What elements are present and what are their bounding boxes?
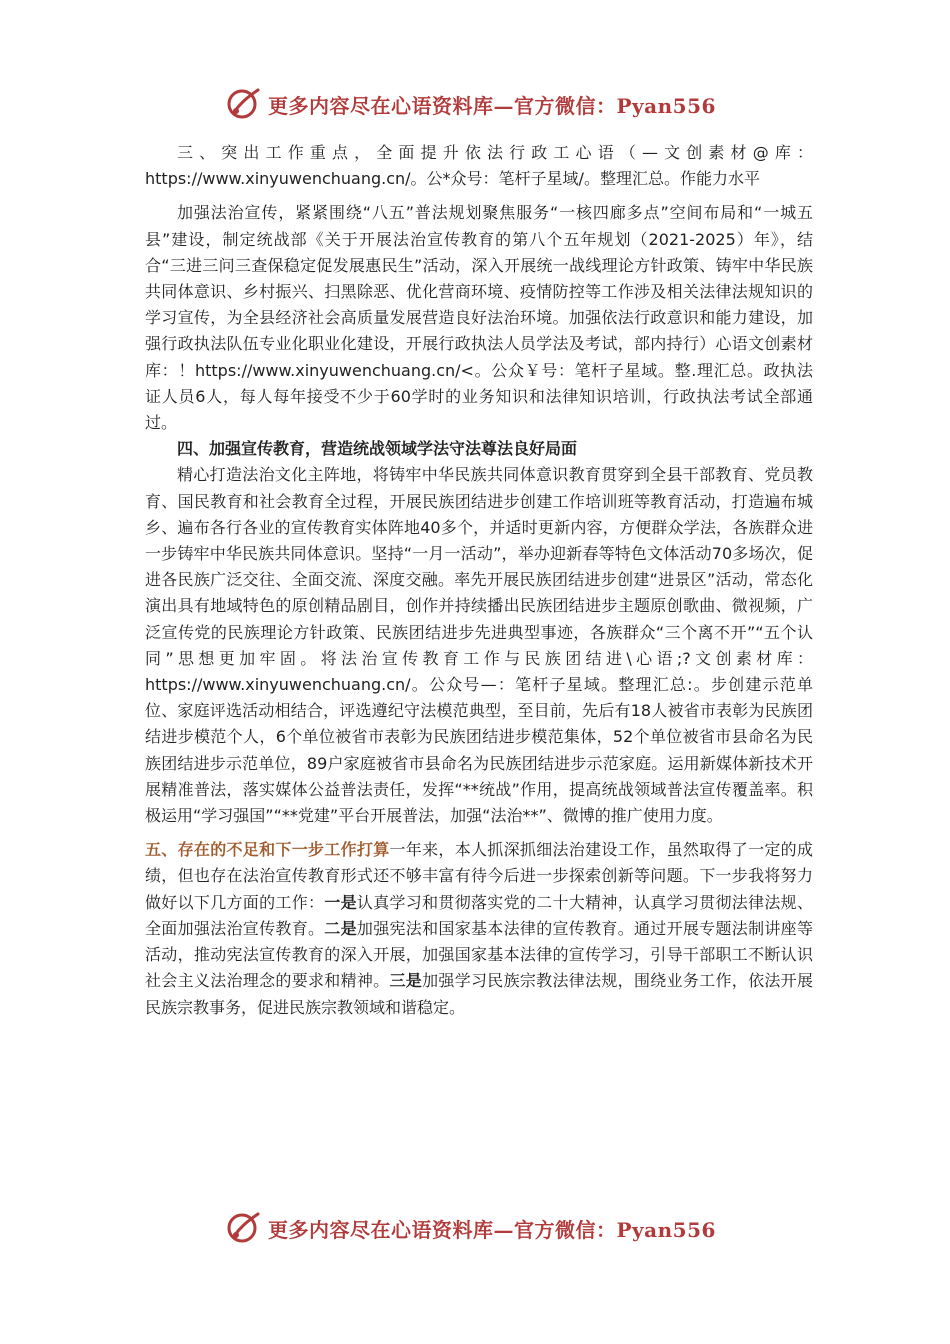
item2-text: 加强宪法和国家基本法律的宣传教育。通过开展专题法制讲座等活动，推动宪法宣传教育的深入开展，加强国家基本法律的宣传学习，引导干部职工不断认识社会主义法治理念的要求和精神。 <box>145 918 813 991</box>
section5-intro: 一年来，本人抓深抓细法治建设工作，虽然取得了一定的成绩，但也存在法治宣传教育形式还不够丰富有待今后进一步探索创新等问题。下一步我将努力做好以下几方面的工作： <box>145 840 813 912</box>
banner-text: 更多内容尽在心语资料库—官方微信：Pyan556 <box>268 93 716 118</box>
item2-label: 二是 <box>324 918 357 938</box>
ink-brush-logo-icon <box>226 1210 262 1246</box>
section4-body: 精心打造法治文化主阵地，将铸牢中华民族共同体意识教育贯穿到全县干部教育、党员教育、国民教育和社会教育全过程，开展民族团结进步创建工作培训班等教育活动，打造遍布城乡、遍布各行各业的宣传教育实体阵地40多个，并适时更新内容，方便群众学法，各族群众进一步铸牢中华民族共同体意识。坚持“一月一活动”，举办迎新春等特色文体活动70多场次，促进各民族广泛交往、全面交流、深度交融。率先开展民族团结进步创建“进景区”活动，常态化演出具有地域特色的原创精品剧目，创作并持续播出民族团结进步主题原创歌曲、微视频，广泛宣传党的民族理论方针政策、民族团结进步先进典型事迹，各族群众“三个离不开”“五个认同”思想更加牢固。将法治宣传教育工作与民族团结进\心语;?文创素材库：https://www.xinyuwenchuang.cn/。公众号—：笔杆子星域。整理汇总:。步创建示范单位、家庭评选活动相结合，评选遵纪守法模范典型，至目前，先后有18人被省市表彰为民族团结进步模范个人，6个单位被省市表彰为民族团结进步模范集体，52个单位被省市县命名为民族团结进步示范单位，89户家庭被省市县命名为民族团结进步示范家庭。运用新媒体新技术开展精准普法，落实媒体公益普法责任，发挥“**统战”作用，提高统战领域普法宣传覆盖率。积极运用“学习强国”“**党建”平台开展普法，加强“法治**”、微博的推广使用力度。 <box>145 465 813 826</box>
section4-heading: 四、加强宣传教育，营造统战领域学法守法尊法良好局面 <box>177 439 578 459</box>
item3-text: 加强学习民族宗教法律法规，围绕业务工作，依法开展民族宗教事务，促进民族宗教领域和谐稳定。 <box>145 971 813 1017</box>
item1-text: 认真学习和贯彻落实党的二十大精神，认真学习贯彻法律法规、全面加强法治宣传教育。 <box>145 892 813 938</box>
banner-text: 更多内容尽在心语资料库—官方微信：Pyan556 <box>268 1217 716 1242</box>
document-body <box>145 140 813 1021</box>
section5-paragraph <box>145 837 813 1020</box>
item3-label: 三是 <box>389 971 423 991</box>
section3-heading: 三、突出工作重点，全面提升依法行政工心语（—文创素材@库：https://www.xinyuwenchuang.cn/。公*众号：笔杆子星域/。整理汇总。作能力水平 <box>145 143 813 189</box>
item1-label: 一是 <box>324 892 357 912</box>
header-banner <box>226 84 746 124</box>
section3-body: 加强法治宣传，紧紧围绕“八五”普法规划聚焦服务“一核四廊多点”空间布局和“一城五县”建设，制定统战部《关于开展法治宣传教育的第八个五年规划（2021-2025）年》，结合“三进三问三查保稳定促发展惠民生”活动，深入开展统一战线理论方针政策、铸牢中华民族共同体意识、乡村振兴、扫黑除恶、优化营商环境、疫情防控等工作涉及相关法律法规知识的学习宣传，为全县经济社会高质量发展营造良好法治环境。加强依法行政意识和能力建设，加强行政执法队伍专业化职业化建设，开展行政执法人员学法及考试，部内持行）心语文创素材库：！https://www.xinyuwenchuang.cn/<。公众￥号：笔杆子星域。整.理汇总。政执法证人员6人，每人每年接受不少于60学时的业务知识和法律知识培训，行政执法考试全部通过。 <box>145 203 813 433</box>
ink-brush-logo-icon <box>226 86 262 122</box>
footer-banner <box>226 1208 746 1248</box>
section5-heading: 五、存在的不足和下一步工作打算 <box>145 840 390 860</box>
